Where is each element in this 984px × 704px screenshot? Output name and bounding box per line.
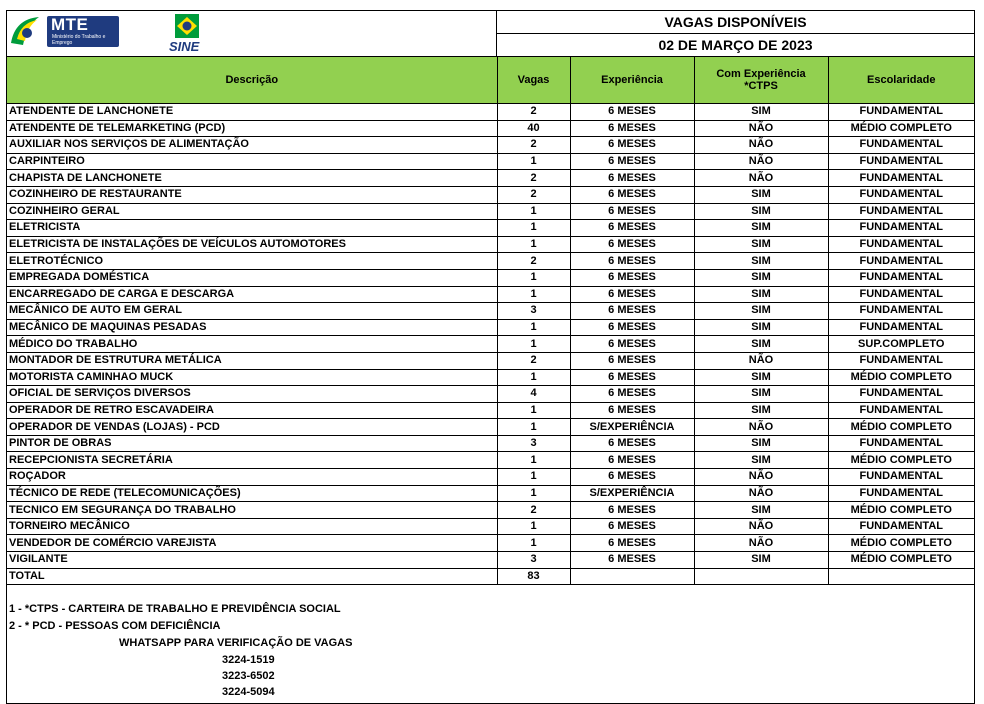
table-row (7, 502, 974, 519)
education-level: MÉDIO COMPLETO (828, 452, 974, 469)
col-header-ctps: Com Experiência *CTPS (694, 57, 828, 104)
ctps-required: SIM (694, 269, 828, 286)
education-level: MÉDIO COMPLETO (828, 419, 974, 436)
job-description: MECÂNICO DE AUTO EM GERAL (7, 303, 497, 320)
table-row (7, 369, 974, 386)
sine-logo-text: SINE (169, 39, 200, 54)
vacancy-count: 1 (497, 153, 570, 170)
page-title: VAGAS DISPONÍVEIS (497, 11, 974, 34)
education-level: FUNDAMENTAL (828, 269, 974, 286)
experience: 6 MESES (570, 386, 694, 403)
experience: 6 MESES (570, 269, 694, 286)
mte-logo (9, 13, 121, 49)
experience: 6 MESES (570, 518, 694, 535)
education-level: MÉDIO COMPLETO (828, 535, 974, 552)
table-row (7, 419, 974, 436)
ctps-required: NÃO (694, 518, 828, 535)
experience: 6 MESES (570, 502, 694, 519)
vacancy-count: 2 (497, 137, 570, 154)
vacancy-count: 1 (497, 203, 570, 220)
job-description: OPERADOR DE VENDAS (LOJAS) - PCD (7, 419, 497, 436)
ctps-required: NÃO (694, 170, 828, 187)
job-description: TECNICO EM SEGURANÇA DO TRABALHO (7, 502, 497, 519)
table-row (7, 153, 974, 170)
education-level: MÉDIO COMPLETO (828, 120, 974, 137)
job-description: ELETRICISTA DE INSTALAÇÕES DE VEÍCULOS AUTOMOTORES (7, 236, 497, 253)
job-description: MOTORISTA CAMINHAO MUCK (7, 369, 497, 386)
job-description: MONTADOR DE ESTRUTURA METÁLICA (7, 352, 497, 369)
education-level: FUNDAMENTAL (828, 303, 974, 320)
education-level: FUNDAMENTAL (828, 104, 974, 121)
job-description: EMPREGADA DOMÉSTICA (7, 269, 497, 286)
table-row (7, 518, 974, 535)
vacancy-count: 1 (497, 402, 570, 419)
vacancy-count: 1 (497, 269, 570, 286)
ctps-required: SIM (694, 336, 828, 353)
experience: S/EXPERIÊNCIA (570, 485, 694, 502)
education-level: FUNDAMENTAL (828, 186, 974, 203)
col-header-education: Escolaridade (828, 57, 974, 104)
table-row (7, 402, 974, 419)
note-ctps: 1 - *CTPS - CARTEIRA DE TRABALHO E PREVIDÊNCIA SOCIAL (9, 603, 341, 616)
ctps-required: SIM (694, 186, 828, 203)
vacancy-count: 40 (497, 120, 570, 137)
col-header-description: Descrição (7, 57, 497, 104)
experience: 6 MESES (570, 104, 694, 121)
education-level: MÉDIO COMPLETO (828, 502, 974, 519)
experience: 6 MESES (570, 236, 694, 253)
experience: 6 MESES (570, 469, 694, 486)
education-level: FUNDAMENTAL (828, 319, 974, 336)
table-row (7, 269, 974, 286)
job-description: ATENDENTE DE TELEMARKETING (PCD) (7, 120, 497, 137)
experience: 6 MESES (570, 253, 694, 270)
experience: 6 MESES (570, 170, 694, 187)
ctps-required: NÃO (694, 485, 828, 502)
experience: 6 MESES (570, 402, 694, 419)
vacancy-count: 1 (497, 319, 570, 336)
vacancy-count: 1 (497, 535, 570, 552)
education-level: FUNDAMENTAL (828, 236, 974, 253)
job-description: OFICIAL DE SERVIÇOS DIVERSOS (7, 386, 497, 403)
education-level: FUNDAMENTAL (828, 435, 974, 452)
sheet-header (7, 11, 974, 57)
vacancy-count: 1 (497, 336, 570, 353)
sine-flag-icon (165, 12, 215, 40)
table-row (7, 319, 974, 336)
job-description: ENCARREGADO DE CARGA E DESCARGA (7, 286, 497, 303)
vacancy-count: 2 (497, 170, 570, 187)
experience: 6 MESES (570, 203, 694, 220)
education-level: FUNDAMENTAL (828, 286, 974, 303)
table-row (7, 336, 974, 353)
education-level: FUNDAMENTAL (828, 469, 974, 486)
experience: 6 MESES (570, 137, 694, 154)
table-body (7, 104, 974, 569)
experience: 6 MESES (570, 535, 694, 552)
vacancy-count: 1 (497, 485, 570, 502)
job-description: PINTOR DE OBRAS (7, 435, 497, 452)
total-row (7, 568, 974, 585)
vacancy-count: 1 (497, 220, 570, 237)
job-description: ELETROTÉCNICO (7, 253, 497, 270)
vacancy-count: 1 (497, 286, 570, 303)
col-header-experience: Experiência (570, 57, 694, 104)
ctps-required: SIM (694, 303, 828, 320)
job-description: ELETRICISTA (7, 220, 497, 237)
experience: 6 MESES (570, 286, 694, 303)
experience: 6 MESES (570, 220, 694, 237)
ctps-required: SIM (694, 319, 828, 336)
ctps-required: SIM (694, 286, 828, 303)
vacancies-table (7, 57, 974, 585)
ctps-required: SIM (694, 369, 828, 386)
experience: 6 MESES (570, 435, 694, 452)
vacancy-count: 2 (497, 186, 570, 203)
job-description: MÉDICO DO TRABALHO (7, 336, 497, 353)
education-level: MÉDIO COMPLETO (828, 369, 974, 386)
education-level: FUNDAMENTAL (828, 386, 974, 403)
job-description: TORNEIRO MECÂNICO (7, 518, 497, 535)
vacancy-count: 3 (497, 303, 570, 320)
logo-area (7, 11, 497, 56)
education-level: FUNDAMENTAL (828, 253, 974, 270)
table-row (7, 552, 974, 569)
education-level: FUNDAMENTAL (828, 153, 974, 170)
table-row (7, 485, 974, 502)
phone-number: 3224-1519 (222, 654, 275, 667)
experience: 6 MESES (570, 120, 694, 137)
table-row (7, 469, 974, 486)
sine-logo (165, 12, 215, 54)
education-level: FUNDAMENTAL (828, 402, 974, 419)
vacancy-count: 1 (497, 452, 570, 469)
ctps-required: NÃO (694, 153, 828, 170)
education-level: SUP.COMPLETO (828, 336, 974, 353)
vacancy-count: 4 (497, 386, 570, 403)
education-level: FUNDAMENTAL (828, 220, 974, 237)
table-row (7, 386, 974, 403)
vacancies-sheet (6, 10, 975, 704)
title-area (497, 11, 974, 56)
col-header-vacancies: Vagas (497, 57, 570, 104)
ctps-required: SIM (694, 402, 828, 419)
table-row (7, 186, 974, 203)
ctps-required: SIM (694, 220, 828, 237)
vacancy-count: 1 (497, 469, 570, 486)
ctps-required: SIM (694, 435, 828, 452)
job-description: ATENDENTE DE LANCHONETE (7, 104, 497, 121)
experience: 6 MESES (570, 452, 694, 469)
table-row (7, 253, 974, 270)
table-row (7, 303, 974, 320)
total-label: TOTAL (7, 568, 497, 585)
table-row (7, 170, 974, 187)
experience: S/EXPERIÊNCIA (570, 419, 694, 436)
ctps-required: SIM (694, 236, 828, 253)
mte-logo-subtitle: Ministério do Trabalho e Emprego (52, 34, 106, 46)
education-level: FUNDAMENTAL (828, 485, 974, 502)
table-row (7, 535, 974, 552)
whatsapp-label: WHATSAPP PARA VERIFICAÇÃO DE VAGAS (119, 637, 353, 650)
ctps-required: NÃO (694, 137, 828, 154)
vacancy-count: 2 (497, 352, 570, 369)
brazil-flag-icon (9, 13, 49, 49)
experience: 6 MESES (570, 352, 694, 369)
table-row (7, 104, 974, 121)
note-pcd: 2 - * PCD - PESSOAS COM DEFICIÊNCIA (9, 620, 221, 633)
experience: 6 MESES (570, 186, 694, 203)
ctps-required: SIM (694, 104, 828, 121)
vacancy-count: 1 (497, 369, 570, 386)
table-row (7, 137, 974, 154)
notes-section (7, 585, 974, 703)
vacancy-count: 1 (497, 518, 570, 535)
experience: 6 MESES (570, 369, 694, 386)
vacancy-count: 2 (497, 502, 570, 519)
job-description: TÉCNICO DE REDE (TELECOMUNICAÇÕES) (7, 485, 497, 502)
experience: 6 MESES (570, 153, 694, 170)
ctps-required: SIM (694, 386, 828, 403)
job-description: CARPINTEIRO (7, 153, 497, 170)
ctps-required: SIM (694, 552, 828, 569)
table-row (7, 452, 974, 469)
experience: 6 MESES (570, 303, 694, 320)
page-date: 02 DE MARÇO DE 2023 (658, 37, 813, 53)
ctps-required: NÃO (694, 469, 828, 486)
vacancy-count: 1 (497, 419, 570, 436)
experience: 6 MESES (570, 336, 694, 353)
total-value: 83 (497, 568, 570, 585)
ctps-required: NÃO (694, 419, 828, 436)
table-row (7, 120, 974, 137)
job-description: RECEPCIONISTA SECRETÁRIA (7, 452, 497, 469)
job-description: COZINHEIRO GERAL (7, 203, 497, 220)
ctps-required: SIM (694, 502, 828, 519)
vacancy-count: 2 (497, 253, 570, 270)
experience: 6 MESES (570, 319, 694, 336)
education-level: FUNDAMENTAL (828, 352, 974, 369)
ctps-required: SIM (694, 203, 828, 220)
ctps-required: NÃO (694, 120, 828, 137)
job-description: AUXILIAR NOS SERVIÇOS DE ALIMENTAÇÃO (7, 137, 497, 154)
vacancy-count: 3 (497, 552, 570, 569)
job-description: COZINHEIRO DE RESTAURANTE (7, 186, 497, 203)
job-description: MECÂNICO DE MAQUINAS PESADAS (7, 319, 497, 336)
table-row (7, 203, 974, 220)
vacancy-count: 2 (497, 104, 570, 121)
education-level: FUNDAMENTAL (828, 518, 974, 535)
phone-number: 3223-6502 (222, 670, 275, 683)
mte-logo-text: MTE (51, 15, 89, 34)
job-description: VIGILANTE (7, 552, 497, 569)
education-level: FUNDAMENTAL (828, 137, 974, 154)
table-row (7, 286, 974, 303)
vacancy-count: 3 (497, 435, 570, 452)
ctps-required: NÃO (694, 535, 828, 552)
job-description: OPERADOR DE RETRO ESCAVADEIRA (7, 402, 497, 419)
table-row (7, 220, 974, 237)
table-header-row (7, 57, 974, 104)
table-row (7, 435, 974, 452)
table-row (7, 236, 974, 253)
job-description: ROÇADOR (7, 469, 497, 486)
education-level: MÉDIO COMPLETO (828, 552, 974, 569)
job-description: CHAPISTA DE LANCHONETE (7, 170, 497, 187)
education-level: FUNDAMENTAL (828, 170, 974, 187)
ctps-required: SIM (694, 253, 828, 270)
education-level: FUNDAMENTAL (828, 203, 974, 220)
table-row (7, 352, 974, 369)
phone-number: 3224-5094 (222, 686, 275, 699)
ctps-required: SIM (694, 452, 828, 469)
experience: 6 MESES (570, 552, 694, 569)
ctps-required: NÃO (694, 352, 828, 369)
vacancy-count: 1 (497, 236, 570, 253)
job-description: VENDEDOR DE COMÉRCIO VAREJISTA (7, 535, 497, 552)
